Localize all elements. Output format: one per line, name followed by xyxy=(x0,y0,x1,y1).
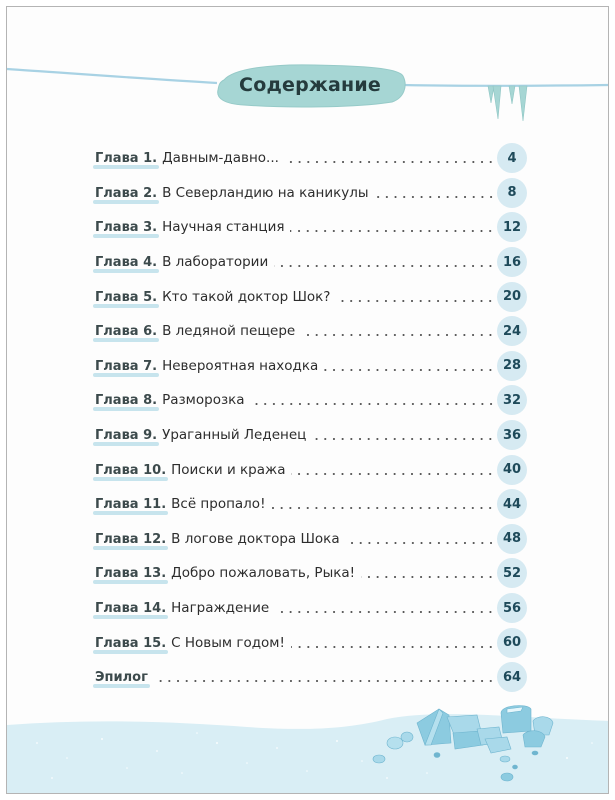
toc-entry[interactable] xyxy=(95,141,535,176)
chapter-title: Ураганный Леденец xyxy=(162,427,307,444)
toc-entry[interactable] xyxy=(95,522,535,557)
toc-entry[interactable] xyxy=(95,591,535,626)
chapter-title: Кто такой доктор Шок? xyxy=(162,288,331,305)
toc-entry[interactable] xyxy=(95,556,535,591)
toc-entry[interactable] xyxy=(95,452,535,487)
chapter-prefix: Глава 6. xyxy=(95,324,158,340)
dot-leader xyxy=(275,611,495,613)
dot-leader xyxy=(312,438,495,440)
icicles-icon xyxy=(488,86,527,121)
page-number-badge: 36 xyxy=(497,420,527,450)
dot-leader xyxy=(375,196,495,198)
toc-entry[interactable] xyxy=(95,418,535,453)
page-number-badge: 28 xyxy=(497,351,527,381)
chapter-prefix: Глава 7. xyxy=(95,358,158,374)
toc-entry[interactable] xyxy=(95,625,535,660)
chapter-prefix: Глава 1. xyxy=(95,151,158,167)
page-number-badge: 64 xyxy=(497,662,527,692)
chapter-title: В ледяной пещере xyxy=(162,323,296,340)
chapter-title: Всё пропало! xyxy=(171,496,266,513)
book-page xyxy=(6,6,609,794)
chapter-title: Невероятная находка xyxy=(162,357,319,374)
page-number-badge: 60 xyxy=(497,628,527,658)
dot-leader xyxy=(324,369,495,371)
toc-entry[interactable] xyxy=(95,279,535,314)
chapter-title: Поиски и кража xyxy=(171,461,286,478)
chapter-prefix: Глава 10. xyxy=(95,462,167,478)
epilogue-label: Эпилог xyxy=(95,669,148,685)
chapter-prefix: Глава 14. xyxy=(95,601,167,617)
page-number-badge: 52 xyxy=(497,558,527,588)
chapter-prefix: Глава 15. xyxy=(95,635,167,651)
dot-leader xyxy=(290,230,495,232)
chapter-title: Добро пожаловать, Рыка! xyxy=(171,565,356,582)
page-number-badge: 48 xyxy=(497,524,527,554)
page-title: Содержание xyxy=(239,74,381,96)
toc-entry[interactable] xyxy=(95,314,535,349)
chapter-title: В логове доктора Шока xyxy=(171,530,340,547)
dot-leader xyxy=(361,576,495,578)
dot-leader xyxy=(285,161,495,163)
chapter-prefix: Глава 9. xyxy=(95,428,158,444)
toc-entry[interactable] xyxy=(95,487,535,522)
chapter-prefix: Глава 5. xyxy=(95,289,158,305)
page-number-badge: 24 xyxy=(497,316,527,346)
page-number-badge: 40 xyxy=(497,455,527,485)
chapter-prefix: Глава 4. xyxy=(95,255,158,271)
table-of-contents xyxy=(95,141,535,695)
chapter-prefix: Глава 13. xyxy=(95,566,167,582)
page-number-badge: 44 xyxy=(497,489,527,519)
dot-leader xyxy=(336,300,495,302)
toc-entry[interactable] xyxy=(95,210,535,245)
chapter-prefix: Глава 2. xyxy=(95,185,158,201)
chapter-title: С Новым годом! xyxy=(171,634,285,651)
toc-entry[interactable] xyxy=(95,349,535,384)
dot-leader xyxy=(291,646,495,648)
dot-leader xyxy=(274,265,495,267)
page-number-badge: 56 xyxy=(497,593,527,623)
page-number-badge: 8 xyxy=(497,178,527,208)
page-number-badge: 20 xyxy=(497,282,527,312)
dot-leader xyxy=(251,403,495,405)
chapter-title: В лаборатории xyxy=(162,254,269,271)
chapter-title: В Северландию на каникулы xyxy=(162,184,369,201)
chapter-title: Разморозка xyxy=(162,392,245,409)
snow-drift-decoration xyxy=(7,673,609,793)
dot-leader xyxy=(159,680,495,682)
chapter-title: Давным-давно... xyxy=(162,150,279,167)
toc-entry[interactable] xyxy=(95,383,535,418)
chapter-title: Награждение xyxy=(171,600,270,617)
chapter-title: Научная станция xyxy=(162,219,285,236)
chapter-prefix: Глава 3. xyxy=(95,220,158,236)
page-number-badge: 32 xyxy=(497,385,527,415)
dot-leader xyxy=(346,542,495,544)
dot-leader xyxy=(301,334,495,336)
toc-entry[interactable] xyxy=(95,245,535,280)
chapter-prefix: Глава 11. xyxy=(95,497,167,513)
page-number-badge: 12 xyxy=(497,212,527,242)
dot-leader xyxy=(271,507,495,509)
toc-entry[interactable] xyxy=(95,176,535,211)
chapter-prefix: Глава 8. xyxy=(95,393,158,409)
page-number-badge: 16 xyxy=(497,247,527,277)
chapter-prefix: Глава 12. xyxy=(95,531,167,547)
dot-leader xyxy=(291,473,495,475)
page-number-badge: 4 xyxy=(497,143,527,173)
